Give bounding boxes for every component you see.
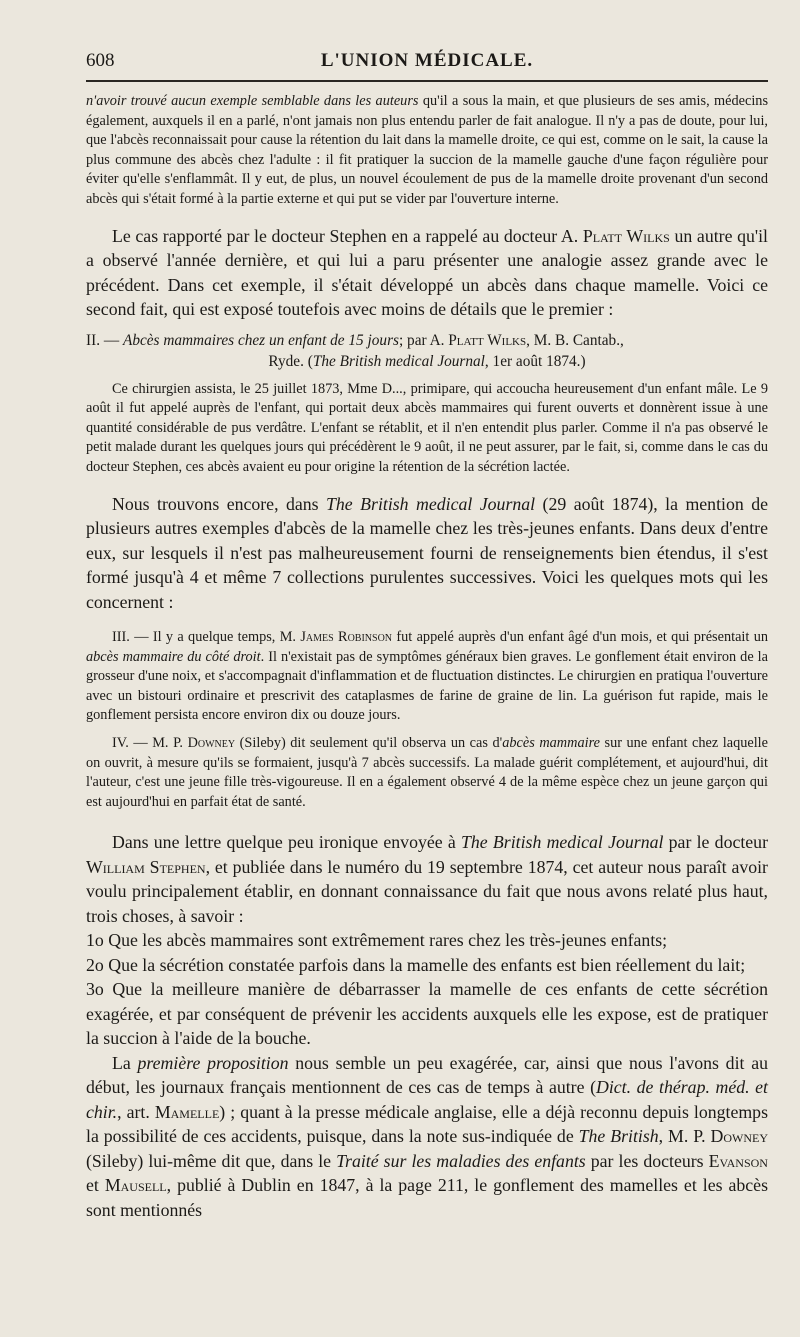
text-run: sur une enfant chez laquelle on ouvrit, à mesure qu'ils se formaient, jusqu'à 7 abcès successifs. La malade guérit complétement, et aujourd'hui, dit l'auteur, c'est une jeune fille très-vigoureuse. Il en a également observé 4 de la même espèce chez un jeune garçon qui est aujourd'hui en parfait état de santé. xyxy=(86,735,768,810)
text-run: par le docteur xyxy=(663,832,768,853)
text-run: , publié à Dublin en 1847, à la page 211, le gonflement des mamelles et les abcès sont mentionnés xyxy=(86,1175,768,1220)
author-name: Platt Wilks xyxy=(582,225,670,246)
paragraph-platt-wilks xyxy=(86,224,768,322)
italic-phrase: abcès mammaire xyxy=(502,735,600,751)
author-name: Downey xyxy=(187,735,236,751)
paragraph-stephen-letter xyxy=(86,830,768,928)
italic-phrase: Dict. de thérap. méd. et chir. xyxy=(86,1077,768,1122)
author-name: James Robinson xyxy=(300,629,393,646)
paragraph-first-proposition xyxy=(86,1051,768,1223)
journal-title: The British medical Journal xyxy=(326,493,536,514)
case-iv xyxy=(86,734,768,812)
author-name: Downey xyxy=(710,1126,768,1147)
text-run: , M. P. xyxy=(658,1126,711,1147)
list-item: 2o Que la sécrétion constatée parfois dans la mamelle des enfants est bien réellement du lait; xyxy=(86,954,746,975)
journal-title: The British xyxy=(578,1126,659,1147)
text-run: ; par A. xyxy=(398,331,449,349)
case-iii xyxy=(86,628,768,726)
page-header xyxy=(86,46,768,82)
italic-phrase: abcès mammaire du côté droit xyxy=(86,648,261,665)
case-ii-title xyxy=(86,330,768,372)
author-name: William Stephen xyxy=(86,856,206,877)
list-item: 3o Que la meilleure manière de débarrasser la mamelle de ces enfants de cette sécrétion exagérée, et par conséquent de prévenir les accidents auxquels elle les expose, est de pratiquer la succion à l'aide de la bouche. xyxy=(86,979,768,1049)
text-run: , 1er août 1874.) xyxy=(484,352,586,370)
text-run: IV. — M. P. xyxy=(112,735,188,751)
text-run: Nous trouvons encore, dans xyxy=(112,493,327,514)
paragraph-british-journal xyxy=(86,492,768,615)
text-run: ) ; quant à la presse médicale anglaise, elle a déjà reconnu depuis longtemps la possibilité de ces accidents, puisque, dans la note sus-indiquée de xyxy=(86,1101,768,1147)
case-source xyxy=(86,351,768,372)
text-run: fut appelé auprès d'un enfant âgé d'un mois, et qui présentait un xyxy=(392,629,768,646)
text-run: par les docteurs xyxy=(585,1150,709,1171)
author-name: Platt Wilks xyxy=(448,331,527,349)
page-number: 608 xyxy=(86,50,115,71)
text-run: Dans une lettre quelque peu ironique envoyée à xyxy=(112,832,462,853)
text-run: nous semble un peu exagérée, car, ainsi que nous l'avons dit au début, les journaux français mentionnent de ces cas de temps à autre ( xyxy=(86,1052,768,1098)
text-run: un autre qu'il a observé l'année dernière, et qui lui a paru présenter une analogie assez grande avec le précédent. Dans cet exemple, il s'était développé un abcès dans chaque mamelle. Voici ce second fait, qui est exposé toutefois avec moins de détails que le premier : xyxy=(86,225,768,320)
case-number: II. — xyxy=(86,331,123,349)
journal-title: The British medical Journal xyxy=(461,832,664,853)
author-name: Evanson xyxy=(708,1150,768,1171)
running-title: L'UNION MÉDICALE. xyxy=(320,50,534,71)
text-run: III. — Il y a quelque temps, M. xyxy=(112,629,301,646)
text-run: , M. B. Cantab., xyxy=(526,331,624,349)
italic-phrase: première proposition xyxy=(137,1052,289,1073)
text-run: . Il n'existait pas de symptômes généraux bien graves. Le gonflement était environ de la grosseur d'une noix, et s'accompagnait d'inflammation et de fluctuation distinctes. Le chirurgien en pratiqua l'ouverture avec un bistouri ordinaire et prescrivit des cataplasmes de farine de graine de lin. La guérison fut rapide, mais le gonflement persista encore environ dix ou douze jours. xyxy=(86,648,768,724)
case-title-text: Abcès mammaires chez un enfant de 15 jours xyxy=(122,331,399,349)
italic-phrase: n'avoir trouvé aucun exemple semblable dans les auteurs xyxy=(86,93,419,109)
text-run: (Sileby) dit seulement qu'il observa un cas d' xyxy=(235,735,503,751)
text-run: , et publiée dans le numéro du 19 septembre 1874, cet auteur nous paraît avoir voulu principalement établir, en donnant connaissance du fait que nous avons relaté plus haut, trois choses, à savoir : xyxy=(86,856,768,926)
text-run: La xyxy=(112,1052,138,1073)
author-name: Mausell xyxy=(104,1175,167,1196)
text-run: (Sileby) lui-même dit que, dans le xyxy=(86,1150,337,1171)
text-run: Le cas rapporté par le docteur Stephen en a rappelé au docteur A. xyxy=(112,225,583,246)
italic-phrase: Traité sur les maladies des enfants xyxy=(336,1150,586,1171)
text-run: (29 août 1874), la mention de plusieurs autres exemples d'abcès de la mamelle chez les très-jeunes enfants. Dans deux d'entre eux, sur lesquels il n'est pas malheureusement fourni de renseignements bien étendus, il s'est formé jusqu'à 4 et même 7 collections purulentes successives. Voici les quelques mots qui les concernent : xyxy=(86,493,768,612)
paragraph-text: qu'il a sous la main, et que plusieurs de ses amis, médecins également, auxquels il en a parlé, n'ont jamais non plus entendu parler de fait analogue. Il n'y a pas de doute, pour lui, que l'abcès reconnaissait pour cause la rétention du lait dans la mamelle droite, ce qui est, comme on le sait, la cause la plus commune des abcès chez l'adulte : il fit pratiquer la succion de la mamelle gauche d'une façon régulière pour éviter qu'elle s'enflammât. Il y eut, de plus, un nouvel écoulement de pus de la mamelle droite provenant d'un second abcès qui s'était formé à la partie externe et qui put se vider par l'ouverture interne. xyxy=(86,93,769,207)
paragraph-continuation xyxy=(86,92,768,210)
text-run: Ryde. ( xyxy=(268,352,313,370)
text-run: et xyxy=(86,1175,105,1196)
list-item: 1o Que les abcès mammaires sont extrêmement rares chez les très-jeunes enfants; xyxy=(86,930,668,951)
journal-title: The British medical Journal xyxy=(312,352,485,370)
case-ii-body: Ce chirurgien assista, le 25 juillet 1873, Mme D..., primipare, qui accoucha heureusement d'un enfant mâle. Le 9 août il fut appelé auprès de l'enfant, qui portait deux abcès mammaires qui furent ouverts et donnèrent issue à une quantité considérable de pus verdâtre. L'enfant se rétablit, et il n'en entendit plus parler. Comme il n'a pas observé le petit malade durant les quelques jours qui précédèrent le 9 août, il ne peut assurer, par le fait, si, comme dans le cas du docteur Stephen, ces abcès avaient eu pour origine la rétention de la sécrétion lactée. xyxy=(86,380,768,475)
small-caps-term: Mamelle xyxy=(154,1101,220,1122)
text-run: , art. xyxy=(117,1101,155,1122)
